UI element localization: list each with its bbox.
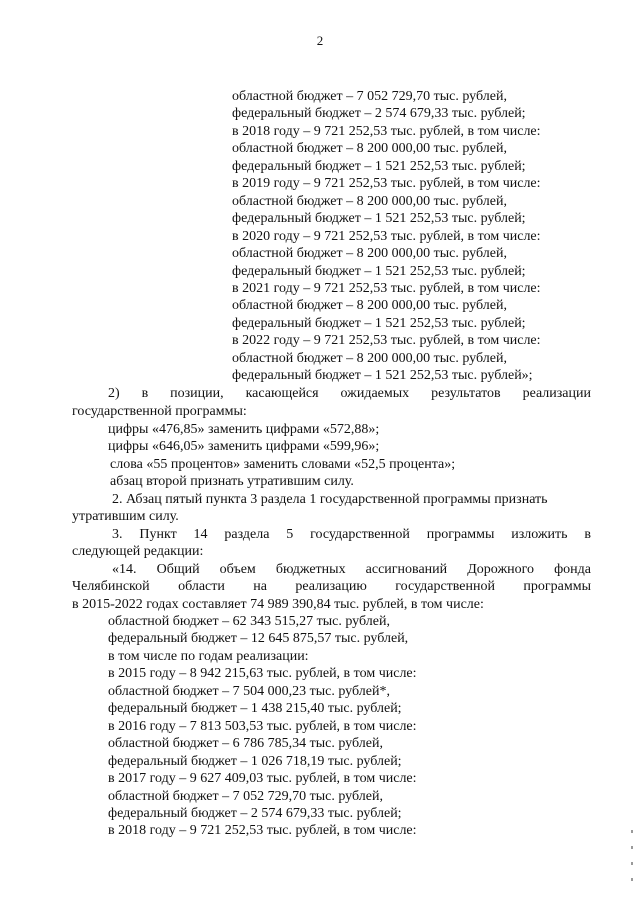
breakdown-line: областной бюджет – 7 504 000,23 тыс. рублей*,: [108, 683, 390, 699]
breakdown-line: в 2015 году – 8 942 215,63 тыс. рублей, в том числе:: [108, 666, 417, 682]
point2-first-line: 2. Абзац пятый пункта 3 раздела 1 государственной программы признать: [112, 492, 548, 507]
scan-mark: [631, 878, 633, 881]
budget-line: в 2018 году – 9 721 252,53 тыс. рублей, в том числе:: [232, 123, 541, 139]
budget-line: областной бюджет – 7 052 729,70 тыс. рублей,: [232, 89, 507, 104]
breakdown-line: федеральный бюджет – 12 645 875,57 тыс. рублей,: [108, 631, 409, 647]
breakdown-line: в 2016 году – 7 813 503,53 тыс. рублей, в том числе:: [108, 718, 417, 734]
budget-line: областной бюджет – 8 200 000,00 тыс. рублей,: [232, 350, 507, 366]
budget-line: в 2021 году – 9 721 252,53 тыс. рублей, в том числе:: [232, 280, 541, 296]
point14-third-line: в 2015-2022 годах составляет 74 989 390,84 тыс. рублей, в том числе:: [72, 597, 484, 612]
item2-sub-line: слова «55 процентов» заменить словами «52,5 процента»;: [110, 457, 456, 472]
budget-line: в 2022 году – 9 721 252,53 тыс. рублей, в том числе:: [232, 333, 541, 349]
budget-line: областной бюджет – 8 200 000,00 тыс. рублей,: [232, 298, 507, 314]
point3-second-line: следующей редакции:: [72, 544, 204, 559]
budget-continuation-block: [232, 88, 592, 385]
item2-sub-line: цифры «646,05» заменить цифрами «599,96»;: [108, 439, 380, 454]
page-number: 2: [316, 33, 324, 48]
breakdown-block: [108, 613, 591, 840]
breakdown-line: в 2018 году – 9 721 252,53 тыс. рублей, в том числе:: [108, 823, 417, 839]
scan-mark: [631, 830, 633, 833]
point3-first-line: 3. Пункт 14 раздела 5 государственной программы изложить в: [112, 527, 591, 542]
budget-line: федеральный бюджет – 1 521 252,53 тыс. рублей;: [232, 315, 526, 331]
point2-second-line: утратившим силу.: [72, 509, 179, 524]
breakdown-line: федеральный бюджет – 1 026 718,19 тыс. рублей;: [108, 753, 402, 769]
item2-sub-line: цифры «476,85» заменить цифрами «572,88»;: [108, 422, 380, 437]
scan-mark: [631, 862, 633, 865]
budget-line: областной бюджет – 8 200 000,00 тыс. рублей,: [232, 246, 507, 262]
budget-line: федеральный бюджет – 2 574 679,33 тыс. рублей;: [232, 106, 526, 122]
budget-line: федеральный бюджет – 1 521 252,53 тыс. рублей;: [232, 211, 526, 227]
breakdown-line: областной бюджет – 62 343 515,27 тыс. рублей,: [108, 614, 390, 629]
point14-second-line: Челябинской области на реализацию государственной программы: [72, 579, 591, 594]
budget-line: в 2020 году – 9 721 252,53 тыс. рублей, в том числе:: [232, 228, 541, 244]
scan-mark: [631, 846, 633, 849]
budget-line: федеральный бюджет – 1 521 252,53 тыс. рублей;: [232, 263, 526, 279]
budget-line: в 2019 году – 9 721 252,53 тыс. рублей, в том числе:: [232, 176, 541, 192]
breakdown-line: в том числе по годам реализации:: [108, 648, 309, 664]
breakdown-line: в 2017 году – 9 627 409,03 тыс. рублей, в том числе:: [108, 771, 417, 787]
budget-line: областной бюджет – 8 200 000,00 тыс. рублей,: [232, 141, 507, 157]
breakdown-line: областной бюджет – 6 786 785,34 тыс. рублей,: [108, 736, 383, 752]
breakdown-line: областной бюджет – 7 052 729,70 тыс. рублей,: [108, 788, 383, 804]
budget-line: федеральный бюджет – 1 521 252,53 тыс. рублей»;: [232, 368, 533, 384]
point14-first-line: «14. Общий объем бюджетных ассигнований Дорожного фонда: [112, 562, 591, 577]
budget-line: федеральный бюджет – 1 521 252,53 тыс. рублей;: [232, 158, 526, 174]
item2-sub-line: абзац второй признать утратившим силу.: [110, 474, 354, 489]
breakdown-line: федеральный бюджет – 1 438 215,40 тыс. рублей;: [108, 701, 402, 717]
item2-second-line: государственной программы:: [72, 404, 247, 419]
breakdown-line: федеральный бюджет – 2 574 679,33 тыс. рублей;: [108, 805, 402, 821]
item2-first-line: 2) в позиции, касающейся ожидаемых результатов реализации: [108, 386, 591, 401]
budget-line: областной бюджет – 8 200 000,00 тыс. рублей,: [232, 193, 507, 209]
